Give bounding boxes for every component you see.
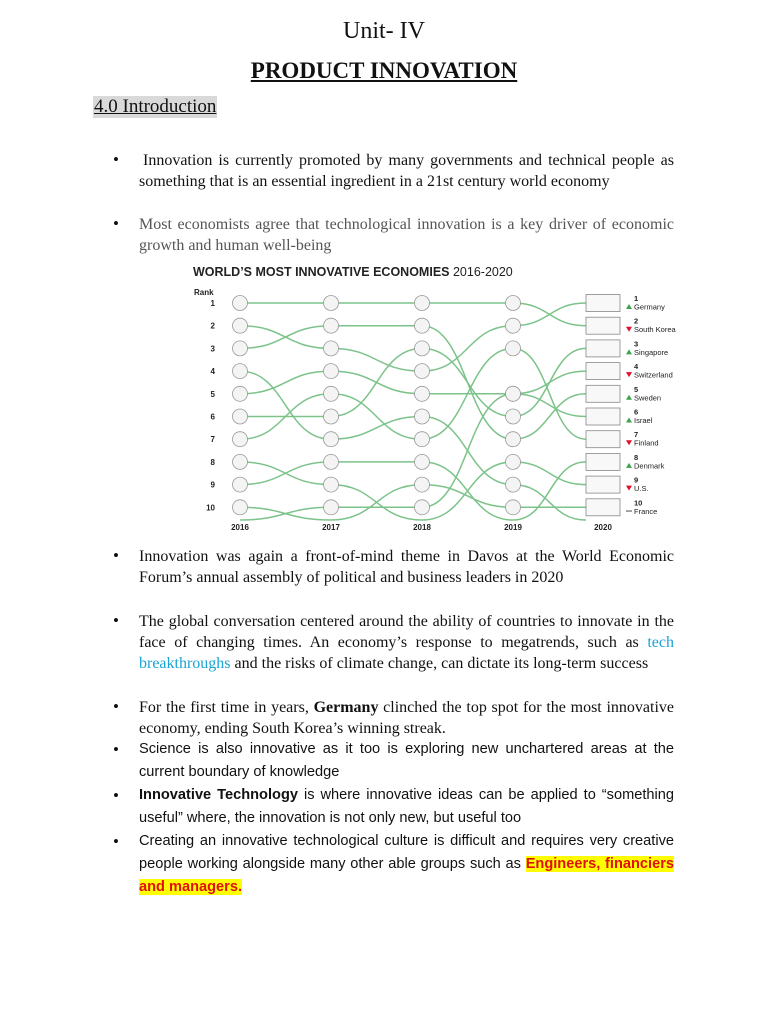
flag-circle-icon xyxy=(415,341,430,356)
bullet-text xyxy=(139,784,674,830)
rank-up-icon xyxy=(626,463,632,468)
flag-circle-icon xyxy=(506,432,521,447)
flag-rect-icon xyxy=(586,453,620,470)
bullet-marker: • xyxy=(113,150,119,169)
year-label: 2019 xyxy=(504,523,522,532)
bullet-marker: • xyxy=(113,832,119,851)
bullet-text xyxy=(139,697,674,739)
country-name-label: U.S. xyxy=(634,484,649,494)
bullet-text: Most economists agree that technological innovation is a key driver of economic growth and human well-being xyxy=(139,216,674,254)
year-label: 2016 xyxy=(231,523,249,532)
country-rank-label: 8 xyxy=(634,452,639,462)
country-name-label: France xyxy=(634,506,658,516)
flag-circle-icon xyxy=(324,364,339,379)
country-name-label: Singapore xyxy=(634,347,669,357)
flag-circle-icon xyxy=(415,432,430,447)
bullet-text-part: For the first time in years, xyxy=(139,699,314,716)
country-rank-label: 3 xyxy=(634,339,639,349)
flag-circle-icon xyxy=(415,477,430,492)
bullet-text: Science is also innovative as it too is exploring new unchartered areas at the current boundary of knowledge xyxy=(139,741,674,780)
unit-heading: Unit- IV xyxy=(343,18,425,44)
rank-label: 3 xyxy=(210,344,215,354)
flag-rect-icon xyxy=(586,295,620,312)
flag-circle-icon xyxy=(506,454,521,469)
country-rank-label: 5 xyxy=(634,384,639,394)
flag-circle-icon xyxy=(415,500,430,515)
bullet-text-part: Creating an innovative technological culture is difficult and requires very creative people working alongside many other able groups such as xyxy=(139,833,674,872)
flag-circle-icon xyxy=(506,296,521,311)
rank-up-icon xyxy=(626,349,632,354)
flag-rect-icon xyxy=(586,317,620,334)
country-rank-label: 7 xyxy=(634,430,639,440)
bullet-text-part: The global conversation centered around the ability of countries to innovate in the face of changing times. An economy’s response to megatrends, such as xyxy=(139,613,674,651)
rank-line xyxy=(240,394,586,520)
bullet-marker: • xyxy=(113,611,119,630)
rank-up-icon xyxy=(626,304,632,309)
country-name-label: Finland xyxy=(634,438,659,448)
rank-label: 7 xyxy=(210,435,215,445)
rank-down-icon xyxy=(626,372,632,377)
flag-circle-icon xyxy=(506,500,521,515)
bullet-text xyxy=(139,611,674,674)
flag-circle-icon xyxy=(415,409,430,424)
tech-breakthroughs-link[interactable]: tech breakthroughs xyxy=(139,634,674,672)
flag-circle-icon xyxy=(233,477,248,492)
flag-circle-icon xyxy=(415,454,430,469)
bullet-text xyxy=(139,830,674,899)
flag-circle-icon xyxy=(233,386,248,401)
rank-label: 5 xyxy=(210,389,215,399)
flag-circle-icon xyxy=(506,409,521,424)
country-name-label: Denmark xyxy=(634,461,665,471)
rank-lines xyxy=(240,303,586,520)
rank-label: 6 xyxy=(210,412,215,422)
flag-circle-icon xyxy=(233,364,248,379)
flag-rect-icon xyxy=(586,499,620,516)
chart-title: WORLD’S MOST INNOVATIVE ECONOMIES 2016-2020 xyxy=(193,265,513,279)
country-name-label: Germany xyxy=(634,302,665,312)
bullet-marker: • xyxy=(113,214,119,233)
country-name-label: South Korea xyxy=(634,325,676,335)
bold-term: Germany xyxy=(313,699,379,716)
rank-down-icon xyxy=(626,486,632,491)
bullet-marker: • xyxy=(113,546,119,565)
country-rank-label: 6 xyxy=(634,407,639,417)
flag-circle-icon xyxy=(324,409,339,424)
year-label: 2020 xyxy=(594,523,612,532)
country-rank-label: 1 xyxy=(634,294,639,303)
flag-circle-icon xyxy=(324,500,339,515)
flag-circle-icon xyxy=(415,296,430,311)
rank-label: 1 xyxy=(210,299,215,308)
flag-rect-icon xyxy=(586,340,620,357)
flag-rect-icon xyxy=(586,363,620,380)
flag-circle-icon xyxy=(233,318,248,333)
bullet-text-part: and the risks of climate change, can dictate its long-term success xyxy=(230,655,649,672)
year-label: 2017 xyxy=(322,523,340,532)
bold-term: Innovative Technology xyxy=(139,787,298,803)
flag-circle-icon xyxy=(506,318,521,333)
flag-circle-icon xyxy=(506,386,521,401)
country-name-label: Sweden xyxy=(634,393,662,403)
flag-circle-icon xyxy=(324,386,339,401)
rank-line xyxy=(240,371,586,394)
rank-label: 4 xyxy=(210,367,215,377)
flag-rect-icon xyxy=(586,385,620,402)
y-axis-label: Rank xyxy=(194,288,214,297)
flag-circle-icon xyxy=(233,500,248,515)
bullet-marker: • xyxy=(113,697,119,716)
flag-circle-icon xyxy=(324,341,339,356)
rank-down-icon xyxy=(626,327,632,332)
page-title: PRODUCT INNOVATION xyxy=(250,58,518,83)
bullet-text-part: clinched the top spot for the most innovative economy, ending South Korea’s winning streak. xyxy=(139,699,675,737)
country-name-label: Switzerland xyxy=(634,370,673,380)
country-rank-label: 2 xyxy=(634,316,639,326)
flag-circle-icon xyxy=(324,477,339,492)
flag-circle-icon xyxy=(233,296,248,311)
rank-up-icon xyxy=(626,395,632,400)
chart-title-years: 2016-2020 xyxy=(452,265,513,279)
country-rank-label: 4 xyxy=(634,362,639,372)
country-name-label: Israel xyxy=(634,416,653,425)
flag-circle-icon xyxy=(233,341,248,356)
flag-rect-icon xyxy=(586,476,620,493)
flag-rect-icon xyxy=(586,408,620,425)
rank-down-icon xyxy=(626,440,632,445)
rank-line xyxy=(240,326,586,440)
country-rank-label: 10 xyxy=(634,498,643,508)
flag-circle-icon xyxy=(233,432,248,447)
rank-up-icon xyxy=(626,418,632,423)
rank-label: 2 xyxy=(210,321,215,331)
bullet-text: Innovation is currently promoted by many governments and technical people as something that is an essential ingredient in a 21st century world economy xyxy=(139,152,674,190)
flag-circle-icon xyxy=(324,318,339,333)
rank-label: 9 xyxy=(210,480,215,490)
country-rank-label: 9 xyxy=(634,475,639,485)
flag-circle-icon xyxy=(415,318,430,333)
bullet-text: Innovation was again a front-of-mind theme in Davos at the World Economic Forum’s annual assembly of political and business leaders in 2020 xyxy=(139,548,674,586)
year-label: 2018 xyxy=(413,523,431,532)
section-heading: 4.0 Introduction xyxy=(94,96,217,117)
flag-circle-icon xyxy=(324,296,339,311)
flag-circle-icon xyxy=(324,432,339,447)
flag-circle-icon xyxy=(233,409,248,424)
flag-circle-icon xyxy=(233,454,248,469)
bullet-marker: • xyxy=(113,740,119,759)
rank-label: 8 xyxy=(210,457,215,467)
highlighted-text: Engineers, financiers and managers. xyxy=(139,856,674,895)
bullet-marker: • xyxy=(113,786,119,805)
flag-circle-icon xyxy=(506,341,521,356)
flag-circle-icon xyxy=(324,454,339,469)
rank-label: 10 xyxy=(206,503,215,513)
innovation-rank-chart xyxy=(186,258,686,536)
rank-line xyxy=(240,348,586,416)
rank-same-icon xyxy=(626,510,632,512)
flag-circle-icon xyxy=(415,364,430,379)
flag-circle-icon xyxy=(506,477,521,492)
flag-rect-icon xyxy=(586,431,620,448)
bullet-text-part: is where innovative ideas can be applied to “something useful” where, the innovation is not only new, but useful too xyxy=(139,787,674,826)
flag-circle-icon xyxy=(415,386,430,401)
